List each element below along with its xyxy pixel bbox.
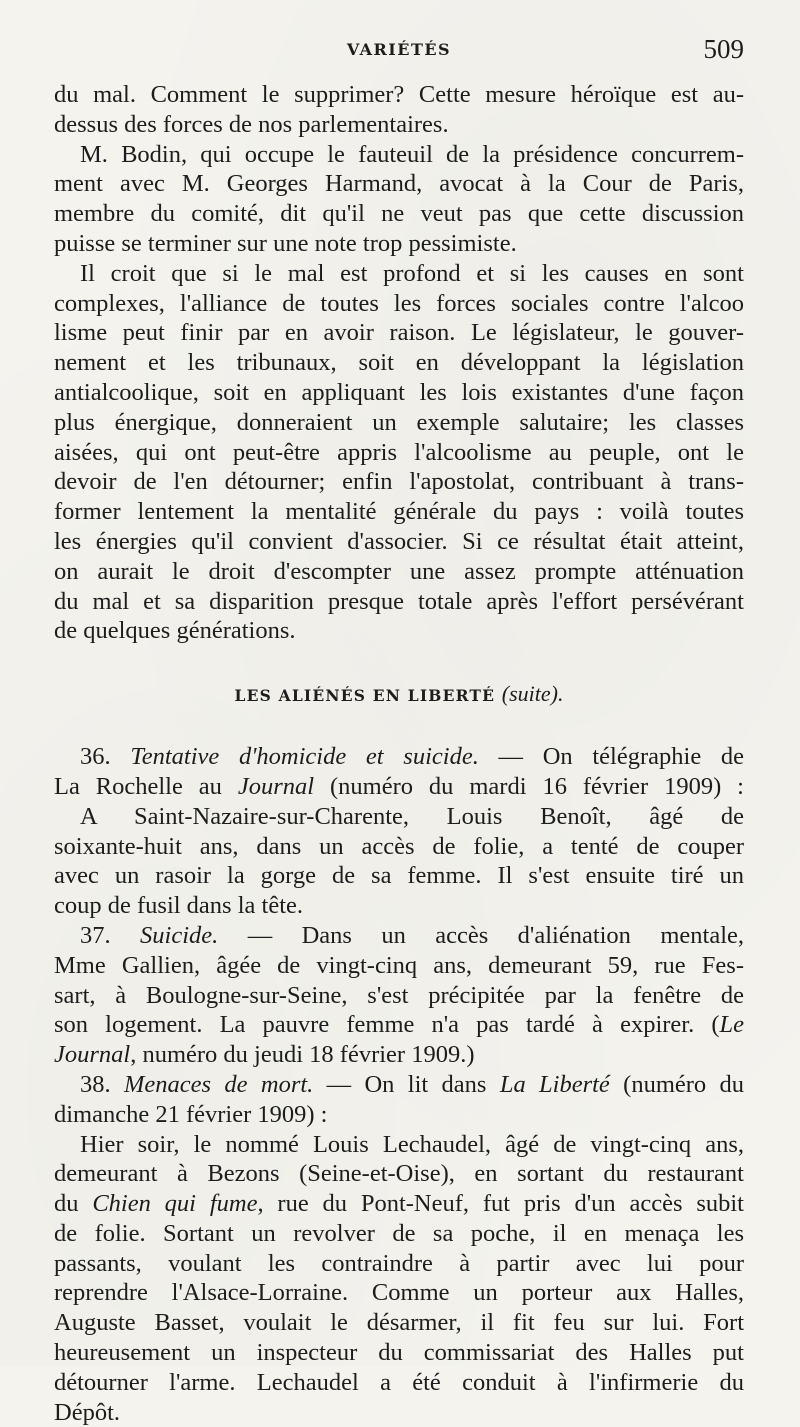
text-line: dimanche 21 février 1909) : <box>54 1100 328 1128</box>
text-line: du mal. Comment le supprimer? Cette mesure héroïque est au- <box>54 81 744 108</box>
source-name: La Liberté <box>499 1070 610 1098</box>
text-line: A Saint-Nazaire-sur-Charente, Louis Benoît, âgé de <box>80 802 744 830</box>
entry-36-line: 36. Tentative d'homicide et suicide. — On télégraphie de <box>80 743 745 771</box>
place-name: Chien qui fume <box>92 1190 258 1218</box>
text-line: complexes, l'alliance de toutes les forces sociales contre l'alcoo <box>54 289 744 317</box>
running-title: VARIÉTÉS <box>346 40 452 59</box>
text-line: de quelques générations. <box>54 617 296 645</box>
text-line: sart, à Boulogne-sur-Seine, s'est précipitée par la fenêtre de <box>54 981 744 1009</box>
section-heading-suffix: (suite). <box>501 681 564 707</box>
text-line: de folie. Sortant un revolver de sa poche, il en menaça les <box>54 1219 744 1247</box>
page-number: 509 <box>703 34 744 64</box>
source-name: Le <box>719 1011 744 1039</box>
text-line: heureusement un inspecteur du commissariat des Halles put <box>54 1339 744 1367</box>
entry-37-line: 37. Suicide. — Dans un accès d'aliénation mentale, <box>80 921 745 949</box>
text-line: reprendre l'Alsace-Lorraine. Comme un porteur aux Halles, <box>54 1279 744 1307</box>
text-line: M. Bodin, qui occupe le fauteuil de la présidence concurrem- <box>80 140 744 168</box>
text-line: passants, voulant les contraindre à partir avec lui pour <box>54 1249 744 1277</box>
source-name: Journal <box>54 1041 131 1069</box>
text-line: La Rochelle au Journal (numéro du mardi 16 février 1909) : <box>54 772 744 800</box>
text-line: son logement. La pauvre femme n'a pas tardé à expirer. (Le <box>54 1011 744 1039</box>
text-line: Journal, numéro du jeudi 18 février 1909.) <box>54 1041 475 1069</box>
text-line: antialcoolique, soit en appliquant les lois existantes d'une façon <box>54 378 744 406</box>
text-line: lisme peut finir par en avoir raison. Le législateur, le gouver- <box>54 319 744 347</box>
section-heading <box>54 646 744 742</box>
text-line: Mme Gallien, âgée de vingt-cinq ans, demeurant 59, rue Fes- <box>54 951 744 979</box>
entry-title: Tentative d'homicide et suicide. <box>130 743 479 771</box>
entry-title: Menaces de mort. <box>123 1070 314 1098</box>
entry-number: 38. <box>80 1070 111 1098</box>
text-line: Hier soir, le nommé Louis Lechaudel, âgé de vingt-cinq ans, <box>80 1130 744 1158</box>
text-line: former lentement la mentalité générale du pays : voilà toutes <box>54 498 744 526</box>
text-line: ment avec M. Georges Harmand, avocat à la Cour de Paris, <box>54 170 744 198</box>
text-line: coup de fusil dans la tête. <box>54 892 304 920</box>
text-line: du Chien qui fume, rue du Pont-Neuf, fut pris d'un accès subit <box>54 1190 744 1218</box>
entry-number: 37. <box>80 921 111 949</box>
text-line: Dépôt. <box>54 1398 120 1426</box>
text-line: dessus des forces de nos parlementaires. <box>54 110 449 138</box>
text-line: soixante-huit ans, dans un accès de folie, a tenté de couper <box>54 832 744 860</box>
source-name: Journal <box>237 772 315 800</box>
entry-number: 36. <box>80 743 111 771</box>
text-line: plus énergique, donneraient un exemple salutaire; les classes <box>54 408 744 436</box>
text-line: nement et les tribunaux, soit en développant la législation <box>54 349 744 377</box>
text-line: Il croit que si le mal est profond et si les causes en sont <box>80 259 744 287</box>
body-text <box>54 80 744 1427</box>
text-line: Auguste Basset, voulait le désarmer, il fit feu sur lui. Fort <box>54 1309 744 1337</box>
text-line: demeurant à Bezons (Seine-et-Oise), en sortant du restaurant <box>54 1160 744 1188</box>
text-line: les énergies qu'il convient d'associer. Si ce résultat était atteint, <box>54 527 744 555</box>
text-line: membre du comité, dit qu'il ne veut pas que cette discussion <box>54 200 744 228</box>
text-line: puisse se terminer sur une note trop pessimiste. <box>54 229 517 257</box>
running-header <box>54 34 744 64</box>
entry-title: Suicide. <box>140 921 219 949</box>
text-line: avec un rasoir la gorge de sa femme. Il s'est ensuite tiré un <box>54 862 744 890</box>
text-line: on aurait le droit d'escompter une assez prompte atténuation <box>54 557 744 585</box>
entry-38-line: 38. Menaces de mort. — On lit dans La Liberté (numéro du <box>80 1070 745 1098</box>
section-heading-title: LES ALIÉNÉS EN LIBERTÉ <box>234 686 496 706</box>
text-line: aisées, qui ont peut-être appris l'alcoolisme au peuple, ont le <box>54 438 744 466</box>
text-line: devoir de l'en détourner; enfin l'apostolat, contribuant à trans- <box>54 468 744 496</box>
text-line: détourner l'arme. Lechaudel a été conduit à l'infirmerie du <box>54 1368 744 1396</box>
text-line: du mal et sa disparition presque totale après l'effort persévérant <box>54 587 744 615</box>
